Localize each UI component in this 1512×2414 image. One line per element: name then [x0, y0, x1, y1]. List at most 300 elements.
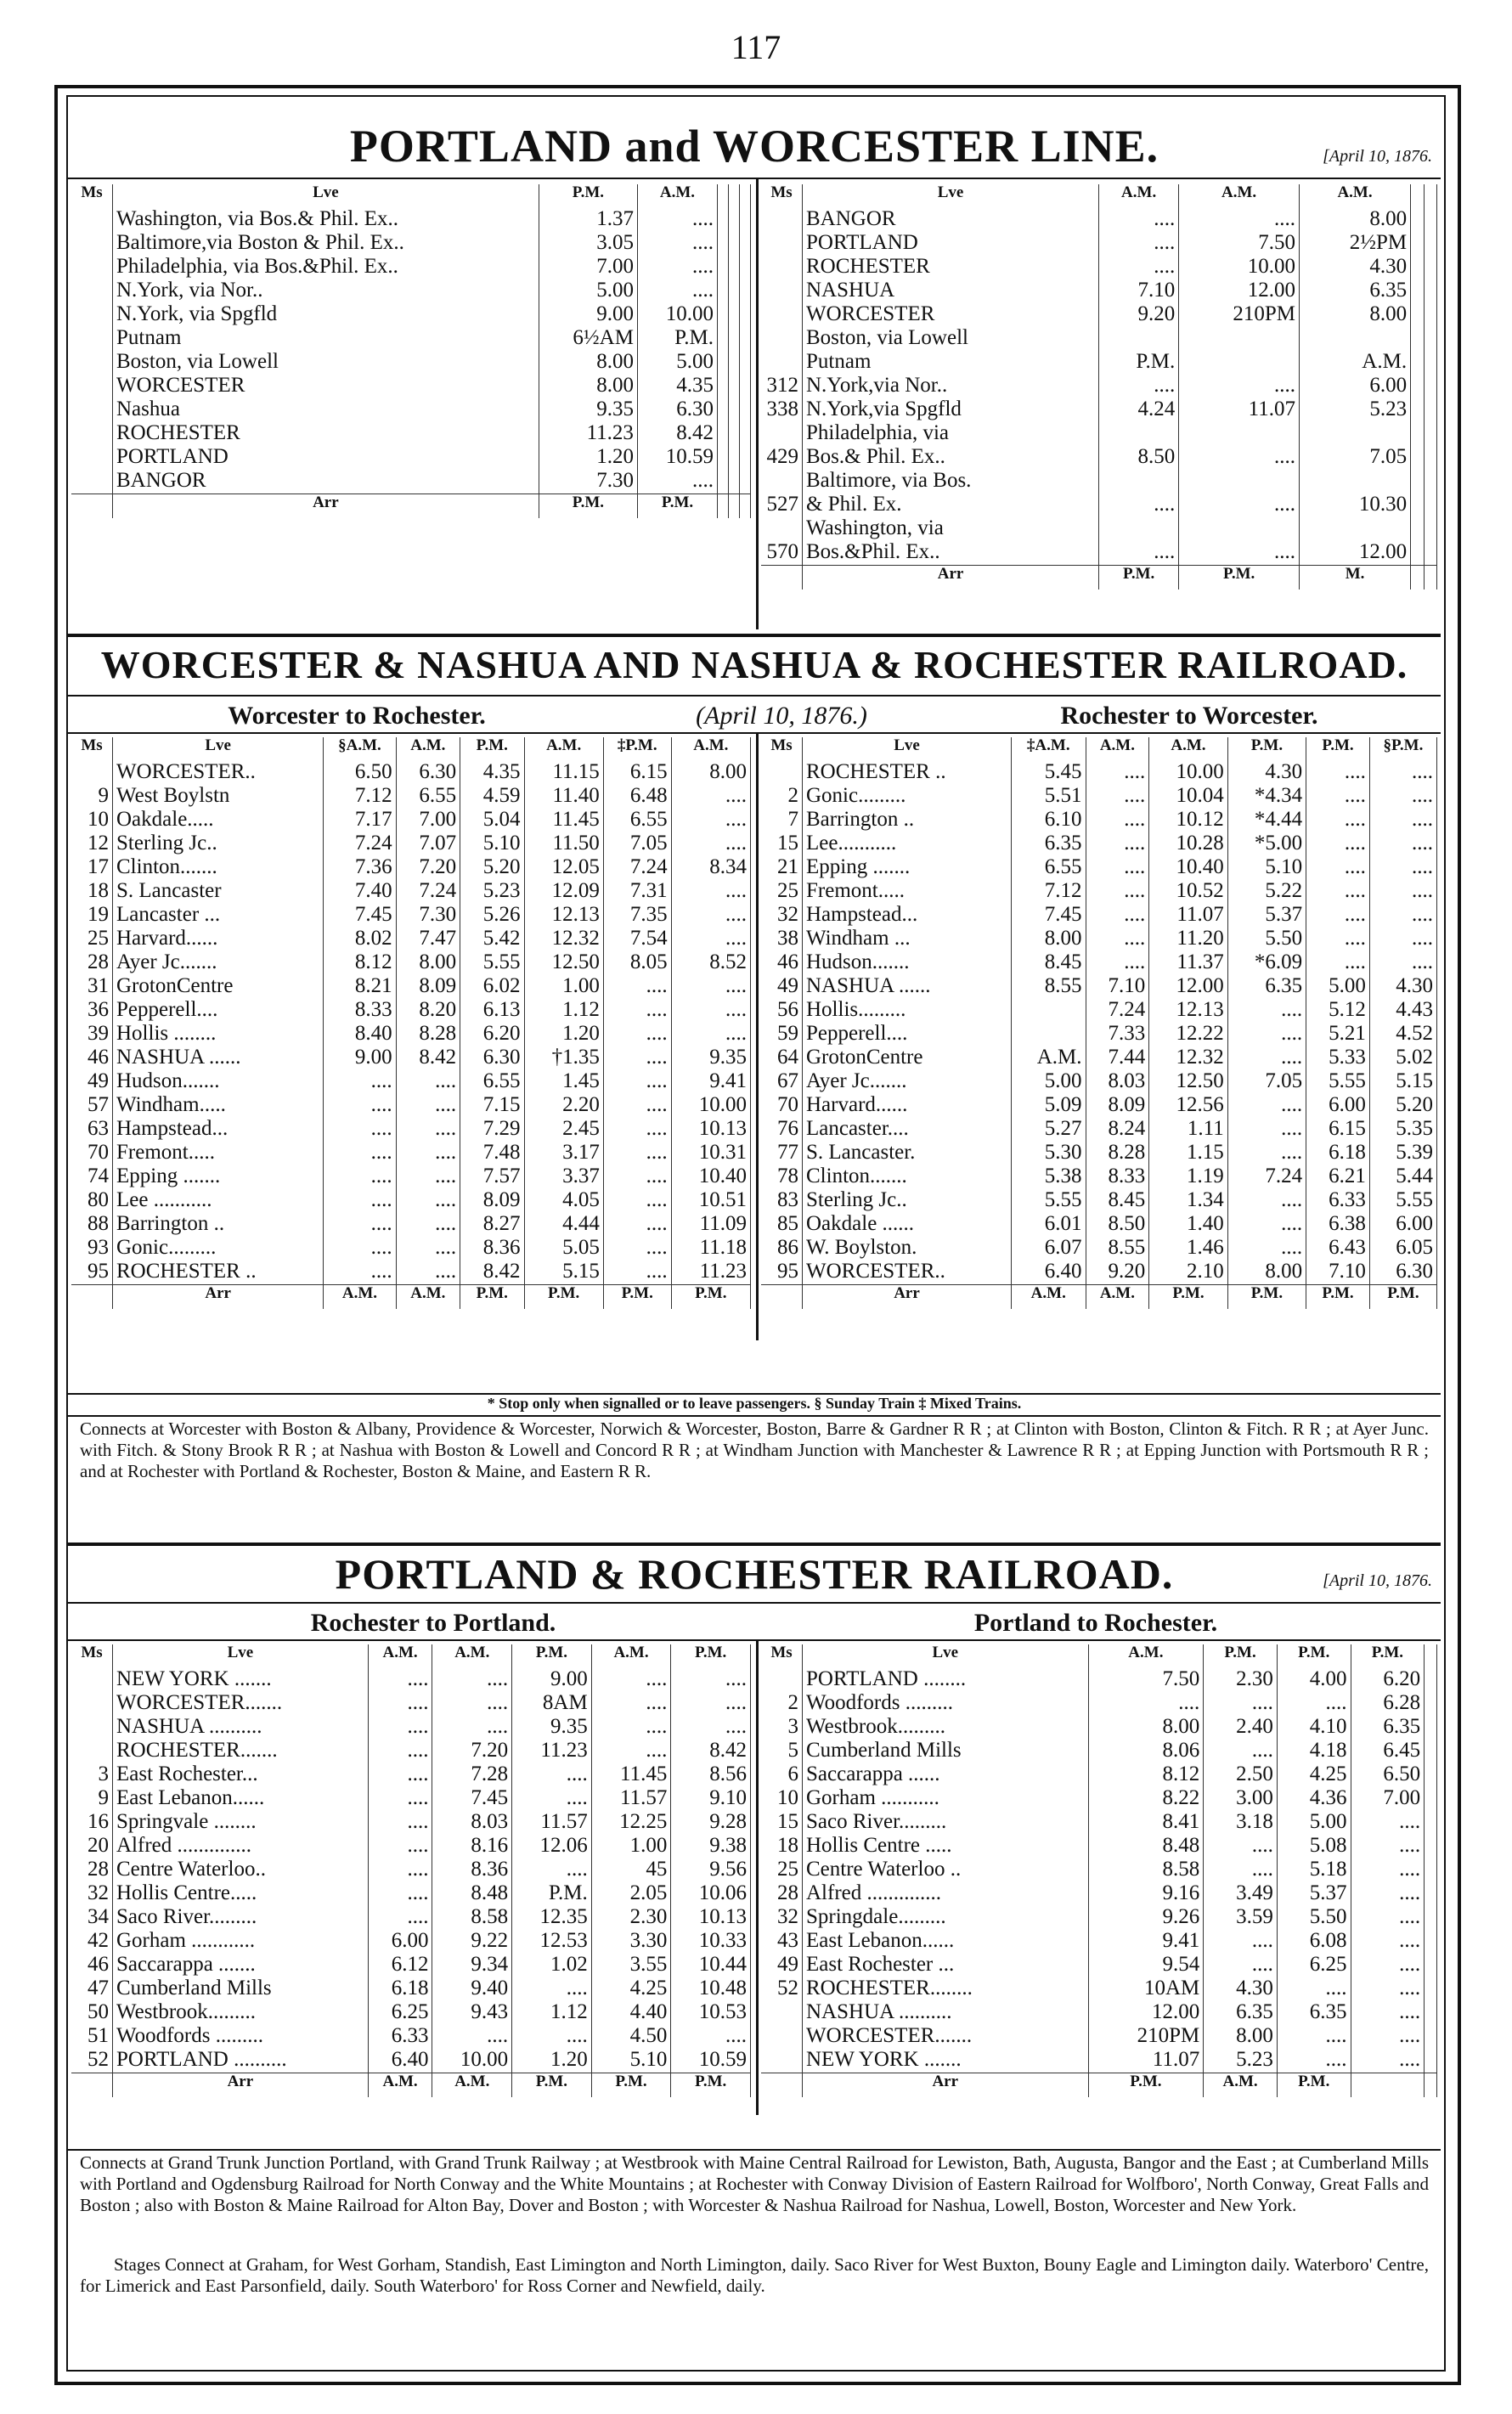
miles-cell: 7 — [761, 809, 803, 832]
table-row — [71, 1165, 751, 1189]
time-cell: 12.00 — [1300, 541, 1411, 566]
table-row — [71, 975, 751, 999]
time-cell — [1099, 470, 1179, 494]
miles-cell: 42 — [71, 1930, 113, 1954]
table-row — [71, 398, 751, 422]
time-cell: 3.49 — [1204, 1882, 1278, 1906]
time-cell: P.M. — [603, 1285, 671, 1310]
time-cell — [718, 446, 729, 470]
time-cell: .... — [603, 1023, 671, 1046]
miles-cell: Ms — [71, 1644, 113, 1668]
table-row — [761, 351, 1437, 375]
miles-cell: 80 — [71, 1189, 113, 1213]
time-cell: 5.39 — [1369, 1142, 1436, 1165]
time-cell: 8.28 — [1086, 1142, 1149, 1165]
miles-cell: Ms — [71, 184, 113, 208]
time-cell: 2.20 — [524, 1094, 603, 1118]
time-cell: .... — [637, 279, 717, 303]
miles-cell: 2 — [761, 1692, 803, 1716]
time-cell: 9.26 — [1088, 1906, 1204, 1930]
table-row — [71, 1261, 751, 1285]
time-cell: P.M. — [1099, 351, 1179, 375]
table-row — [761, 1189, 1437, 1213]
time-cell: .... — [1306, 832, 1370, 856]
legend: * Stop only when signalled or to leave passengers. § Sunday Train ‡ Mixed Trains. — [487, 1395, 1022, 1412]
station-cell: Saccarappa ....... — [113, 1954, 369, 1977]
time-cell — [1179, 517, 1300, 541]
time-cell: .... — [1306, 761, 1370, 785]
time-cell: 6.35 — [1011, 832, 1086, 856]
time-cell: .... — [1351, 1930, 1425, 1954]
time-cell: 6.21 — [1306, 1165, 1370, 1189]
time-cell — [739, 232, 750, 256]
time-cell — [718, 494, 729, 519]
miles-cell — [761, 208, 803, 232]
time-cell: 2.50 — [1204, 1763, 1278, 1787]
time-cell — [1424, 517, 1436, 541]
miles-cell: 49 — [71, 1070, 113, 1094]
time-cell: .... — [1227, 1023, 1306, 1046]
station-cell: Sterling Jc.. — [803, 1189, 1012, 1213]
time-cell: 8.42 — [396, 1046, 460, 1070]
time-cell: 5.15 — [524, 1261, 603, 1285]
time-cell: 7.10 — [1086, 975, 1149, 999]
time-cell: 10.59 — [671, 2049, 751, 2073]
time-cell: P.M. — [512, 1644, 592, 1668]
time-cell: .... — [603, 1189, 671, 1213]
time-cell: .... — [324, 1070, 396, 1094]
table-header-row — [761, 737, 1437, 761]
time-cell: 8.52 — [671, 951, 750, 975]
miles-cell: 5 — [761, 1740, 803, 1763]
miles-cell — [761, 1285, 803, 1310]
time-cell: .... — [1227, 1118, 1306, 1142]
station-cell: Lve — [803, 1644, 1089, 1668]
miles-cell — [71, 761, 113, 785]
time-cell: 10.00 — [1179, 256, 1300, 279]
table-row — [71, 2025, 751, 2049]
time-cell: .... — [1179, 494, 1300, 517]
time-cell — [1411, 422, 1424, 446]
time-cell: 11.07 — [1179, 398, 1300, 422]
station-cell: Epping ....... — [803, 856, 1012, 880]
time-cell: .... — [1099, 494, 1179, 517]
time-cell: .... — [368, 1740, 432, 1763]
time-cell: §A.M. — [324, 737, 396, 761]
time-cell: 8.34 — [671, 856, 750, 880]
time-cell: .... — [603, 1213, 671, 1237]
time-cell: .... — [603, 1046, 671, 1070]
station-cell: Washington, via Bos.& Phil. Ex.. — [113, 208, 539, 232]
timetable-right — [761, 1644, 1437, 2097]
time-cell: .... — [671, 1023, 750, 1046]
time-cell: 12.35 — [512, 1906, 592, 1930]
time-cell: 9.40 — [432, 1977, 512, 2001]
station-cell: WORCESTER.. — [803, 1261, 1012, 1285]
time-cell: 1.00 — [524, 975, 603, 999]
time-cell: 7.33 — [1086, 1023, 1149, 1046]
station-cell: Gorham ........... — [803, 1787, 1089, 1811]
miles-cell: 49 — [761, 975, 803, 999]
time-cell: 7.07 — [396, 832, 460, 856]
time-cell: 10AM — [1088, 1977, 1204, 2001]
time-cell: .... — [396, 1213, 460, 1237]
time-cell — [1099, 517, 1179, 541]
miles-cell — [761, 1668, 803, 1692]
table-row — [761, 1787, 1437, 1811]
time-cell: 4.00 — [1277, 1668, 1351, 1692]
time-cell — [1424, 256, 1436, 279]
time-cell: 6.45 — [1351, 1740, 1425, 1763]
time-cell — [1424, 494, 1436, 517]
time-cell: .... — [1099, 232, 1179, 256]
direction-heading-left: Rochester to Portland. — [310, 1609, 556, 1637]
miles-cell — [71, 398, 113, 422]
time-cell — [1424, 232, 1436, 256]
time-cell: 5.30 — [1011, 1142, 1086, 1165]
time-cell: 8.06 — [1088, 1740, 1204, 1763]
time-cell: A.M. — [1300, 351, 1411, 375]
table-footer-row — [761, 2073, 1437, 2098]
time-cell: .... — [1351, 2049, 1425, 2073]
time-cell: .... — [1369, 951, 1436, 975]
time-cell: 11.07 — [1149, 904, 1227, 928]
time-cell: .... — [396, 1261, 460, 1285]
time-cell — [739, 351, 750, 375]
station-cell: Arr — [803, 2073, 1089, 2098]
time-cell — [1411, 256, 1424, 279]
time-cell: 1.46 — [1149, 1237, 1227, 1261]
station-cell: Baltimore, via Bos. — [803, 470, 1099, 494]
time-cell: 10.30 — [1300, 494, 1411, 517]
time-cell — [1424, 279, 1436, 303]
miles-cell: Ms — [761, 1644, 803, 1668]
time-cell: .... — [1086, 832, 1149, 856]
miles-cell — [71, 446, 113, 470]
time-cell: 10.44 — [671, 1954, 751, 1977]
time-cell: 5.23 — [460, 880, 524, 904]
time-cell: A.M. — [1300, 184, 1411, 208]
time-cell: 10.40 — [1149, 856, 1227, 880]
time-cell: .... — [1227, 1094, 1306, 1118]
time-cell: .... — [324, 1142, 396, 1165]
time-cell — [1424, 541, 1436, 566]
time-cell — [1411, 398, 1424, 422]
time-cell — [729, 470, 740, 494]
time-cell: 5.15 — [1369, 1070, 1436, 1094]
time-cell: 4.10 — [1277, 1716, 1351, 1740]
time-cell: 5.00 — [1011, 1070, 1086, 1094]
station-cell: Hollis Centre..... — [113, 1882, 369, 1906]
time-cell: .... — [1369, 809, 1436, 832]
table-row — [71, 232, 751, 256]
time-cell — [1424, 566, 1436, 590]
time-cell: 10.13 — [671, 1906, 751, 1930]
table-row — [71, 1094, 751, 1118]
time-cell: 9.16 — [1088, 1882, 1204, 1906]
table-row — [71, 351, 751, 375]
time-cell: 12.05 — [524, 856, 603, 880]
table-header-row — [761, 184, 1437, 208]
time-cell: 8.48 — [1088, 1835, 1204, 1858]
time-cell: .... — [1306, 785, 1370, 809]
miles-cell: 49 — [761, 1954, 803, 1977]
time-cell — [1179, 327, 1300, 351]
station-cell: N.York,via Spgfld — [803, 398, 1099, 422]
time-cell: 5.23 — [1204, 2049, 1278, 2073]
time-cell: 6.30 — [460, 1046, 524, 1070]
time-cell: .... — [1369, 928, 1436, 951]
station-cell: Alfred .............. — [113, 1835, 369, 1858]
table-row — [71, 327, 751, 351]
station-cell: W. Boylston. — [803, 1237, 1012, 1261]
station-cell: Lve — [113, 1644, 369, 1668]
time-cell: A.M. — [1099, 184, 1179, 208]
time-cell: 7.20 — [396, 856, 460, 880]
time-cell: 3.18 — [1204, 1811, 1278, 1835]
station-cell: PORTLAND ........ — [803, 1668, 1089, 1692]
time-cell: .... — [671, 1716, 751, 1740]
station-cell: NEW YORK ....... — [803, 2049, 1089, 2073]
time-cell: P.M. — [512, 1882, 592, 1906]
time-cell: .... — [1369, 832, 1436, 856]
time-cell: 9.20 — [1086, 1261, 1149, 1285]
section-date: [April 10, 1876. — [1323, 1571, 1432, 1590]
time-cell: 1.12 — [524, 999, 603, 1023]
miles-cell — [71, 1692, 113, 1716]
time-cell: 5.02 — [1369, 1046, 1436, 1070]
station-cell: Fremont..... — [113, 1142, 324, 1165]
miles-cell — [71, 375, 113, 398]
time-cell: .... — [324, 1189, 396, 1213]
station-cell: ROCHESTER .. — [803, 761, 1012, 785]
time-cell — [739, 398, 750, 422]
time-cell — [729, 494, 740, 519]
time-cell: .... — [1351, 1882, 1425, 1906]
station-cell: S. Lancaster. — [803, 1142, 1012, 1165]
time-cell: 1.12 — [512, 2001, 592, 2025]
time-cell: 5.00 — [539, 279, 637, 303]
divider — [68, 178, 1441, 179]
miles-cell: 34 — [71, 1906, 113, 1930]
time-cell: 7.29 — [460, 1118, 524, 1142]
miles-cell: 47 — [71, 1977, 113, 2001]
miles-cell — [761, 2001, 803, 2025]
time-cell: P.M. — [1277, 1644, 1351, 1668]
station-cell: Putnam — [113, 327, 539, 351]
time-cell: .... — [1088, 1692, 1204, 1716]
time-cell: 6.25 — [1277, 1954, 1351, 1977]
time-cell: .... — [1369, 785, 1436, 809]
station-cell: S. Lancaster — [113, 880, 324, 904]
time-cell — [729, 184, 740, 208]
table-row — [71, 951, 751, 975]
time-cell — [1425, 1930, 1437, 1954]
time-cell: A.M. — [368, 1644, 432, 1668]
time-cell: 8.58 — [1088, 1858, 1204, 1882]
time-cell: 12.32 — [1149, 1046, 1227, 1070]
miles-cell: 74 — [71, 1165, 113, 1189]
station-cell: Lancaster ... — [113, 904, 324, 928]
station-cell: Ayer Jc....... — [113, 951, 324, 975]
time-cell: 6.00 — [1306, 1094, 1370, 1118]
time-cell — [718, 351, 729, 375]
table-row — [71, 1668, 751, 1692]
time-cell: P.M. — [1306, 737, 1370, 761]
station-cell: WORCESTER.. — [113, 761, 324, 785]
table-row — [761, 1023, 1437, 1046]
time-cell: P.M. — [1227, 737, 1306, 761]
time-cell: 6.12 — [368, 1954, 432, 1977]
time-cell: A.M. — [1204, 2073, 1278, 2098]
time-cell: .... — [603, 1237, 671, 1261]
time-cell: .... — [1369, 904, 1436, 928]
station-cell: East Lebanon...... — [113, 1787, 369, 1811]
time-cell: .... — [512, 1858, 592, 1882]
station-cell: Springvale ........ — [113, 1811, 369, 1835]
time-cell: .... — [368, 1716, 432, 1740]
station-cell: Woodfords ......... — [113, 2025, 369, 2049]
time-cell: 8.16 — [432, 1835, 512, 1858]
time-cell: 4.30 — [1227, 761, 1306, 785]
table-row — [71, 256, 751, 279]
time-cell: 6.28 — [1351, 1692, 1425, 1716]
time-cell: †1.35 — [524, 1046, 603, 1070]
station-cell: Arr — [803, 1285, 1012, 1310]
time-cell: .... — [1204, 1692, 1278, 1716]
station-cell: PORTLAND — [803, 232, 1099, 256]
table-row — [71, 1740, 751, 1763]
time-cell: 2.05 — [591, 1882, 671, 1906]
miles-cell — [71, 351, 113, 375]
time-cell: 6.07 — [1011, 1237, 1086, 1261]
time-cell — [739, 422, 750, 446]
table-row — [761, 1118, 1437, 1142]
time-cell: 5.00 — [1306, 975, 1370, 999]
time-cell — [1411, 470, 1424, 494]
time-cell: P.M. — [1149, 1285, 1227, 1310]
time-cell: 8.00 — [1227, 1261, 1306, 1285]
time-cell: *4.34 — [1227, 785, 1306, 809]
time-cell — [1425, 1692, 1437, 1716]
time-cell: 9.22 — [432, 1930, 512, 1954]
table-row — [761, 1716, 1437, 1740]
time-cell: 5.20 — [1369, 1094, 1436, 1118]
time-cell: 5.45 — [1011, 761, 1086, 785]
miles-cell: 95 — [71, 1261, 113, 1285]
time-cell: 12.06 — [512, 1835, 592, 1858]
time-cell — [1424, 470, 1436, 494]
time-cell: 10.40 — [671, 1165, 750, 1189]
miles-cell: 86 — [761, 1237, 803, 1261]
miles-cell: 32 — [71, 1882, 113, 1906]
time-cell: P.M. — [524, 1285, 603, 1310]
table-row — [761, 279, 1437, 303]
station-cell: Westbrook......... — [803, 1716, 1089, 1740]
table-row — [761, 1954, 1437, 1977]
time-cell: .... — [1086, 880, 1149, 904]
time-cell — [1425, 1668, 1437, 1692]
time-cell: 10.28 — [1149, 832, 1227, 856]
time-cell: .... — [591, 1692, 671, 1716]
table-row — [761, 1977, 1437, 2001]
miles-cell — [71, 1668, 113, 1692]
time-cell: 8.00 — [396, 951, 460, 975]
time-cell: 5.10 — [1227, 856, 1306, 880]
time-cell: 5.20 — [460, 856, 524, 880]
time-cell: A.M. — [432, 2073, 512, 2098]
time-cell: .... — [1306, 951, 1370, 975]
time-cell: 10.31 — [671, 1142, 750, 1165]
miles-cell: 9 — [71, 785, 113, 809]
station-cell: Barrington .. — [803, 809, 1012, 832]
time-cell: .... — [1351, 1977, 1425, 2001]
station-cell: NASHUA ...... — [113, 1046, 324, 1070]
miles-cell — [761, 327, 803, 351]
time-cell: 8.03 — [432, 1811, 512, 1835]
table-row — [71, 809, 751, 832]
table-row — [761, 809, 1437, 832]
time-cell: .... — [671, 880, 750, 904]
time-cell: .... — [1204, 1740, 1278, 1763]
station-cell: Lve — [803, 184, 1099, 208]
table-row — [71, 446, 751, 470]
station-cell: NASHUA ...... — [803, 975, 1012, 999]
time-cell: 6.05 — [1369, 1237, 1436, 1261]
section-title: WORCESTER & NASHUA AND NASHUA & ROCHESTER RAILROAD. — [100, 643, 1408, 686]
time-cell: .... — [368, 1787, 432, 1811]
station-cell: Harvard...... — [803, 1094, 1012, 1118]
time-cell: 8.33 — [324, 999, 396, 1023]
time-cell: 8.33 — [1086, 1165, 1149, 1189]
time-cell — [739, 446, 750, 470]
portland-rochester-section — [68, 1550, 1441, 2351]
time-cell: 2.30 — [1204, 1668, 1278, 1692]
time-cell: 6.13 — [460, 999, 524, 1023]
time-cell: .... — [1277, 1692, 1351, 1716]
time-cell: 1.20 — [512, 2049, 592, 2073]
time-cell: .... — [1277, 2049, 1351, 2073]
station-cell: East Lebanon...... — [803, 1930, 1089, 1954]
time-cell: 8.00 — [1300, 303, 1411, 327]
time-cell — [1411, 446, 1424, 470]
time-cell: 8.00 — [671, 761, 750, 785]
table-row — [761, 1692, 1437, 1716]
time-cell: P.M. — [1088, 2073, 1204, 2098]
table-row — [761, 951, 1437, 975]
time-cell — [1099, 327, 1179, 351]
time-cell — [1411, 279, 1424, 303]
time-cell: 6.02 — [460, 975, 524, 999]
station-cell: Boston, via Lowell — [803, 327, 1099, 351]
time-cell: .... — [1086, 809, 1149, 832]
table-row — [761, 975, 1437, 999]
time-cell: .... — [1227, 999, 1306, 1023]
time-cell: .... — [1277, 1977, 1351, 2001]
miles-cell — [71, 1285, 113, 1310]
table-row — [761, 232, 1437, 256]
station-cell: Woodfords ......... — [803, 1692, 1089, 1716]
time-cell: 6.25 — [368, 2001, 432, 2025]
station-cell: ROCHESTER........ — [803, 1977, 1089, 2001]
station-cell: Epping ....... — [113, 1165, 324, 1189]
time-cell: .... — [1204, 1858, 1278, 1882]
time-cell: 6.35 — [1300, 279, 1411, 303]
time-cell — [1011, 999, 1086, 1023]
time-cell: 5.37 — [1277, 1882, 1351, 1906]
time-cell — [1411, 232, 1424, 256]
time-cell: 6.35 — [1227, 975, 1306, 999]
